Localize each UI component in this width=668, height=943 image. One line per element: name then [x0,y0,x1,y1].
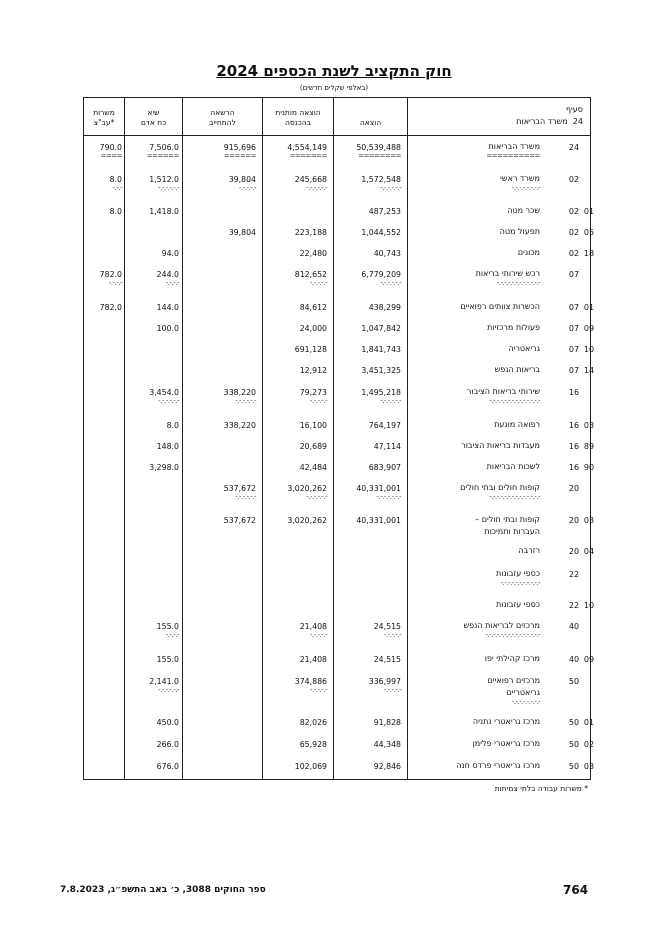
cell-exp: 336,997 [368,677,401,686]
cell-staff: 94.0 [161,249,179,258]
header-expense: הוצאה [359,118,382,127]
cell-cond: 21,408 [299,655,327,664]
row-name-underline: ========== [486,152,540,160]
cell-cond: 691,128 [294,345,327,354]
row-code-program: 16 [568,421,580,430]
cell-staff: 3,454.0 [149,388,179,397]
cell-exp: 764,197 [368,421,401,430]
row-code-item: 89 [583,442,595,451]
row-code-item: 10 [583,345,595,354]
header-workers: משרות עב"צ* [93,108,115,127]
cell-cond: 24,000 [299,324,327,333]
row-code-program: 02 [568,207,580,216]
cell-exp: 91,828 [373,718,401,727]
row-name-line: הכשרות צוותים רפואיים [460,302,540,311]
row-code-item: 01 [583,207,595,216]
cell-underline: -.-.-.-.-.- [380,397,401,405]
row-code-item: 02 [583,740,595,749]
cell-underline: -.-.- [112,184,122,192]
cell-staff: 266.0 [156,740,179,749]
cell-underline: -.-.-.-.-.- [235,493,256,501]
cell-underline: -.-.-.-.-.- [158,184,179,192]
row-code-program: 07 [568,303,580,312]
header-divider [83,135,591,136]
row-code-item: 09 [583,655,595,664]
row-code-item: 01 [583,303,595,312]
row-code-program: 40 [568,655,580,664]
cell-cond: 812,652 [294,270,327,279]
cell-staff: 7,506.0 [149,143,179,152]
row-name-line: מרכז גריאטרי פרדס חנה [456,761,540,770]
row-name [410,675,540,699]
row-name-line: רזרבה [518,546,540,555]
row-name [410,461,540,473]
cell-comm: 338,220 [223,388,256,397]
cell-exp: 6,779,209 [361,270,401,279]
cell-staff: 1,512.0 [149,175,179,184]
cell-underline: -.-.-.-.-.- [158,686,179,694]
row-name [410,322,540,334]
header-staff: שיא כח אדם [140,108,167,127]
cell-work: 782.0 [99,303,122,312]
row-name-line: פעולות מרכזיות [487,323,540,332]
row-name-line: בריאות הנפש [494,365,540,374]
row-name [410,440,540,452]
cell-underline: -.-.-.-.-.- [380,279,401,287]
cell-cond: 3,020,262 [287,516,327,525]
row-code-program: 07 [568,366,580,375]
cell-underline: -.-.-.-.- [383,686,401,694]
cell-staff: 676.0 [156,762,179,771]
row-name-line: קופות ובתי חולים – [475,515,540,524]
cell-underline: -.-.-.-.- [238,184,256,192]
row-name [410,205,540,217]
row-code-program: 02 [568,228,580,237]
cell-comm: 39,804 [228,228,256,237]
cell-underline: -.-.-.-.-.- [158,397,179,405]
cell-cond: 84,612 [299,303,327,312]
cell-cond: 245,668 [294,175,327,184]
cell-underline: -.-.-.-.-.-.- [376,493,401,501]
cell-exp: 24,515 [373,622,401,631]
row-code-item: 03 [583,421,595,430]
cell-comm: 338,220 [223,421,256,430]
cell-comm: 537,672 [223,484,256,493]
cell-staff: 148.0 [156,442,179,451]
cell-cond: 20,689 [299,442,327,451]
page-subtitle: (באלפי שקלים חדשים) [299,84,369,92]
cell-underline: -.-.-.-.-.- [380,184,401,192]
cell-cond: 79,273 [299,388,327,397]
cell-comm: 39,804 [228,175,256,184]
cell-underline: -.-.-.-.- [383,631,401,639]
row-code-program: 07 [568,324,580,333]
cell-exp: 24,515 [373,655,401,664]
cell-underline: -.-.-.-.-.- [235,397,256,405]
cell-cond: 65,928 [299,740,327,749]
cell-staff: 2,141.0 [149,677,179,686]
row-name [410,343,540,355]
row-code-program: 07 [568,270,580,279]
cell-cond: 21,408 [299,622,327,631]
cell-staff: 244.0 [156,270,179,279]
cell-exp: 47,114 [373,442,401,451]
cell-staff: 155.0 [156,622,179,631]
row-code-item: 90 [583,463,595,472]
row-name-line: לשכות הבריאות [486,462,540,471]
row-name-line: גריאטריה [508,344,540,353]
row-name-underline: -.-.-.-.-.-.-.-.-.-.- [500,579,540,587]
row-name [410,653,540,665]
column-divider [262,97,263,780]
cell-underline: ====== [223,152,256,160]
row-code-item: 09 [583,324,595,333]
row-name-line: קופות חולים ובתי חולים [460,483,540,492]
header-commitment: הרשאה להתחייב [209,108,236,127]
cell-staff: 155.0 [156,655,179,664]
row-code-program: 02 [568,249,580,258]
row-code-program: 02 [568,175,580,184]
cell-comm: 537,672 [223,516,256,525]
cell-staff: 144.0 [156,303,179,312]
row-code-item: 04 [583,547,595,556]
row-name-line: מרכז גריאטרי נתניה [472,717,540,726]
cell-exp: 1,044,552 [361,228,401,237]
row-name-underline: -.-.-.-.-.-.-.- [511,184,540,192]
cell-underline: -.-.-.-.- [309,279,327,287]
cell-underline: -.-.-.-.- [309,631,327,639]
row-name [410,599,540,611]
row-name [410,514,540,538]
cell-underline: -.-.-.- [165,631,179,639]
cell-underline: -.-.-.-.- [309,686,327,694]
cell-staff: 450.0 [156,718,179,727]
row-name-underline: -.-.-.-.-.-.-.-.-.-.-.-.-.- [489,397,540,405]
cell-staff: 8.0 [166,421,179,430]
row-code-item: 03 [583,516,595,525]
cell-exp: 92,846 [373,762,401,771]
row-name-underline: -.-.-.-.-.-.-.- [511,698,540,706]
row-code-item: 18 [583,249,595,258]
cell-underline: -.-.-.-.-.- [306,493,327,501]
row-code-item: 05 [583,228,595,237]
row-name-line: תפעול מטה [499,227,540,236]
row-name-line: רפואה מונעת [494,420,540,429]
cell-exp: 438,299 [368,303,401,312]
row-name [410,301,540,313]
cell-underline: -.-.-.-.-.- [306,184,327,192]
row-code-program: 50 [568,677,580,686]
cell-cond: 3,020,262 [287,484,327,493]
row-name [410,716,540,728]
cell-work: 782.0 [99,270,122,279]
row-code-program: 22 [568,601,580,610]
row-code-program: 50 [568,762,580,771]
page-title: חוק התקציב לשנת הכספים 2024 [216,62,452,80]
row-name [410,364,540,376]
column-divider [124,97,125,780]
cell-cond: 374,886 [294,677,327,686]
row-name-line: רכש שירותי בריאות [475,269,540,278]
row-name-line: כספי עזבונות [496,600,540,609]
cell-staff: 100.0 [156,324,179,333]
row-code-program: 16 [568,388,580,397]
row-name [410,247,540,259]
cell-exp: 44,348 [373,740,401,749]
row-name-line: מרכז גריאטרי פלימן [472,739,540,748]
row-name-line: העברות ותמיכות [484,527,540,536]
row-code-program: 16 [568,463,580,472]
cell-cond: 223,188 [294,228,327,237]
row-code-program: 07 [568,345,580,354]
cell-exp: 3,451,325 [361,366,401,375]
footnote: * משרות עבודה בלתי צמיתות [494,784,588,793]
row-name [410,738,540,750]
cell-cond: 42,484 [299,463,327,472]
column-divider [333,97,334,780]
cell-exp: 683,907 [368,463,401,472]
cell-cond: 4,554,149 [287,143,327,152]
cell-exp: 1,047,842 [361,324,401,333]
cell-exp: 487,253 [368,207,401,216]
row-name-line: מרכז קהילתי יפו [484,654,540,663]
cell-underline: ==== [100,152,122,160]
cell-staff: 1,418.0 [149,207,179,216]
cell-exp: 40,743 [373,249,401,258]
row-name-line: גריאטריים [506,688,540,697]
row-name-line: שירותי בריאות הציבור [466,387,540,396]
row-code-item: 03 [583,762,595,771]
row-name-line: מכונים [517,248,540,257]
row-code-program: 50 [568,718,580,727]
row-code-program: 40 [568,622,580,631]
row-code-item: 10 [583,601,595,610]
row-code-program: 20 [568,484,580,493]
row-name-line: כספי עזבונות [496,569,540,578]
row-name-line: מרכזים לבריאות הנפש [463,621,540,630]
row-code-program: 16 [568,442,580,451]
row-name-line: שכר מטה [507,206,540,215]
cell-exp: 1,572,548 [361,175,401,184]
row-code-program: 24 [568,143,580,152]
cell-staff: 3,298.0 [149,463,179,472]
row-code-item: 14 [583,366,595,375]
column-divider [182,97,183,780]
row-code-program: 20 [568,516,580,525]
row-name-underline: -.-.-.-.-.-.-.-.-.-.-.- [496,279,540,287]
row-name [410,545,540,557]
cell-comm: 915,696 [223,143,256,152]
row-name-line: מרכזים רפואיים [487,676,540,685]
row-name [410,226,540,238]
row-name-underline: -.-.-.-.-.-.-.-.-.-.-.-.-.-.- [485,631,540,639]
cell-underline: ======== [358,152,401,160]
row-code-item: 01 [583,718,595,727]
cell-work: 8.0 [109,175,122,184]
cell-cond: 16,100 [299,421,327,430]
cell-underline: -.-.-.- [165,279,179,287]
cell-underline: -.-.-.-.- [309,397,327,405]
row-name-line: משרד הבריאות [488,142,540,151]
row-name-underline: -.-.-.-.-.-.-.-.-.-.-.-.-.- [489,493,540,501]
cell-underline: ======= [289,152,327,160]
row-code-program: 22 [568,570,580,579]
cell-cond: 12,912 [299,366,327,375]
cell-cond: 82,026 [299,718,327,727]
cell-exp: 1,495,218 [361,388,401,397]
cell-exp: 50,539,488 [356,143,401,152]
row-name-line: מעבדות בריאות הציבור [461,441,540,450]
cell-underline: -.-.-.- [108,279,122,287]
cell-work: 8.0 [109,207,122,216]
row-code-program: 20 [568,547,580,556]
header-conditional-expense: הוצאה מותנית בהכנסה [275,108,321,127]
cell-exp: 1,841,743 [361,345,401,354]
row-name [410,419,540,431]
cell-cond: 22,480 [299,249,327,258]
cell-exp: 40,331,001 [356,484,401,493]
cell-underline: ====== [146,152,179,160]
page-number: 764 [563,883,589,897]
row-name-line: משרד ראשי [500,174,540,183]
cell-exp: 40,331,001 [356,516,401,525]
cell-work: 790.0 [99,143,122,152]
cell-cond: 102,069 [294,762,327,771]
column-divider [407,97,408,780]
row-name [410,760,540,772]
header-section: סעיף 24 משרד הבריאות [516,105,583,126]
row-code-program: 50 [568,740,580,749]
footer-publication: ספר החוקים 3088, כ׳ באב התשפ״ג, 7.8.2023 [60,885,266,895]
